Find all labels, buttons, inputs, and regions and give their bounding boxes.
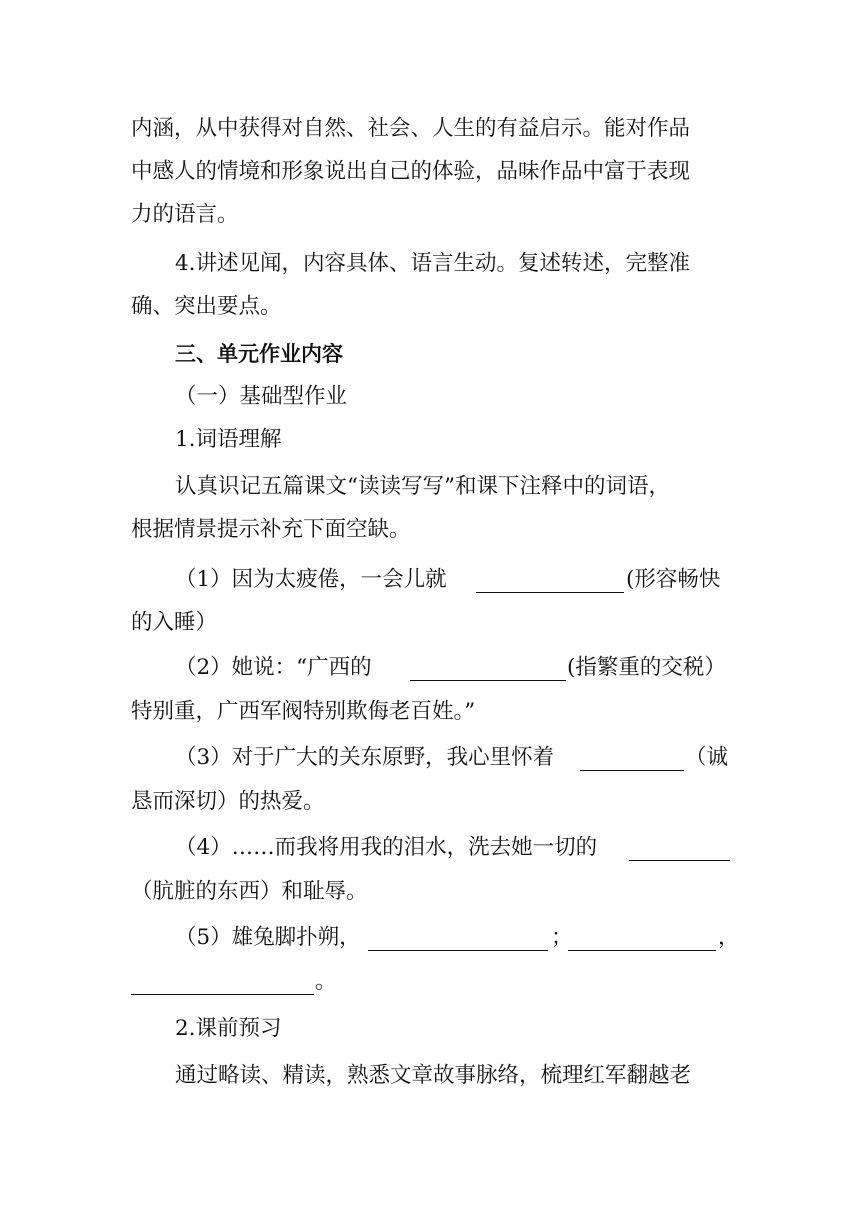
paragraph-line <box>0 292 860 322</box>
body-text: 确、突出要点。 <box>131 294 282 319</box>
answer-blank-3[interactable] <box>580 770 684 771</box>
question-5-text: （5）雄兔脚扑朔， <box>175 925 361 950</box>
item-heading <box>0 425 860 455</box>
paragraph-line <box>0 515 860 545</box>
paragraph-line <box>0 787 860 817</box>
question-2-hint: (指繁重的交税） <box>567 655 726 680</box>
item-title: 2.课前预习 <box>175 1016 282 1041</box>
paragraph-line <box>0 608 860 638</box>
answer-blank-5c[interactable] <box>131 994 314 995</box>
question-2 <box>0 653 860 683</box>
paragraph-line <box>0 877 860 907</box>
body-text: 根据情景提示补充下面空缺。 <box>131 517 411 542</box>
question-4 <box>0 833 860 863</box>
question-3 <box>0 743 860 773</box>
answer-blank-2[interactable] <box>410 680 566 681</box>
answer-blank-5b[interactable] <box>568 950 716 951</box>
paragraph-line <box>0 200 860 230</box>
question-2-text: （2）她说：“广西的 <box>175 655 372 680</box>
answer-blank-4[interactable] <box>629 860 730 861</box>
body-text: 特别重，广西军阀特别欺侮老百姓。” <box>131 699 476 724</box>
paragraph-line <box>0 157 860 187</box>
question-1-text: （1）因为太疲倦，一会儿就 <box>175 567 447 592</box>
question-3-text: （3）对于广大的关东原野，我心里怀着 <box>175 745 555 770</box>
section-title: 三、单元作业内容 <box>175 342 343 366</box>
question-5-separator: ； <box>551 925 573 950</box>
answer-blank-5a[interactable] <box>368 950 548 951</box>
question-5-end: 。 <box>315 969 337 994</box>
question-5-separator: ， <box>718 925 740 950</box>
body-text: 4.讲述见闻，内容具体、语言生动。复述转述，完整准 <box>175 251 691 276</box>
body-text: 认真识记五篇课文“读读写写”和课下注释中的词语， <box>175 474 670 499</box>
answer-blank-1[interactable] <box>476 592 624 593</box>
question-4-text: （4）……而我将用我的泪水，洗去她一切的 <box>175 835 598 860</box>
item-heading <box>0 1014 860 1044</box>
question-1-hint: (形容畅快 <box>626 567 721 592</box>
section-heading <box>0 339 860 369</box>
item-title: 1.词语理解 <box>175 427 282 452</box>
body-text: 通过略读、精读，熟悉文章故事脉络，梳理红军翻越老 <box>175 1063 692 1088</box>
body-text: （肮脏的东西）和耻辱。 <box>131 879 368 904</box>
body-text: 中感人的情境和形象说出自己的体验，品味作品中富于表现 <box>131 159 691 184</box>
question-3-hint: （诚 <box>685 745 729 770</box>
paragraph-line <box>0 249 860 279</box>
paragraph-line <box>0 114 860 144</box>
paragraph-line <box>0 1061 860 1091</box>
paragraph-line <box>0 472 860 502</box>
subsection-title: （一）基础型作业 <box>175 384 348 409</box>
body-text: 恳而深切）的热爱。 <box>131 789 325 814</box>
body-text: 内涵，从中获得对自然、社会、人生的有益启示。能对作品 <box>131 116 691 141</box>
body-text: 的入睡） <box>131 610 218 635</box>
question-5 <box>0 923 860 953</box>
paragraph-line <box>0 697 860 727</box>
body-text: 力的语言。 <box>131 202 239 227</box>
subsection-heading <box>0 382 860 412</box>
question-1 <box>0 565 860 595</box>
question-5-continued <box>0 967 860 997</box>
